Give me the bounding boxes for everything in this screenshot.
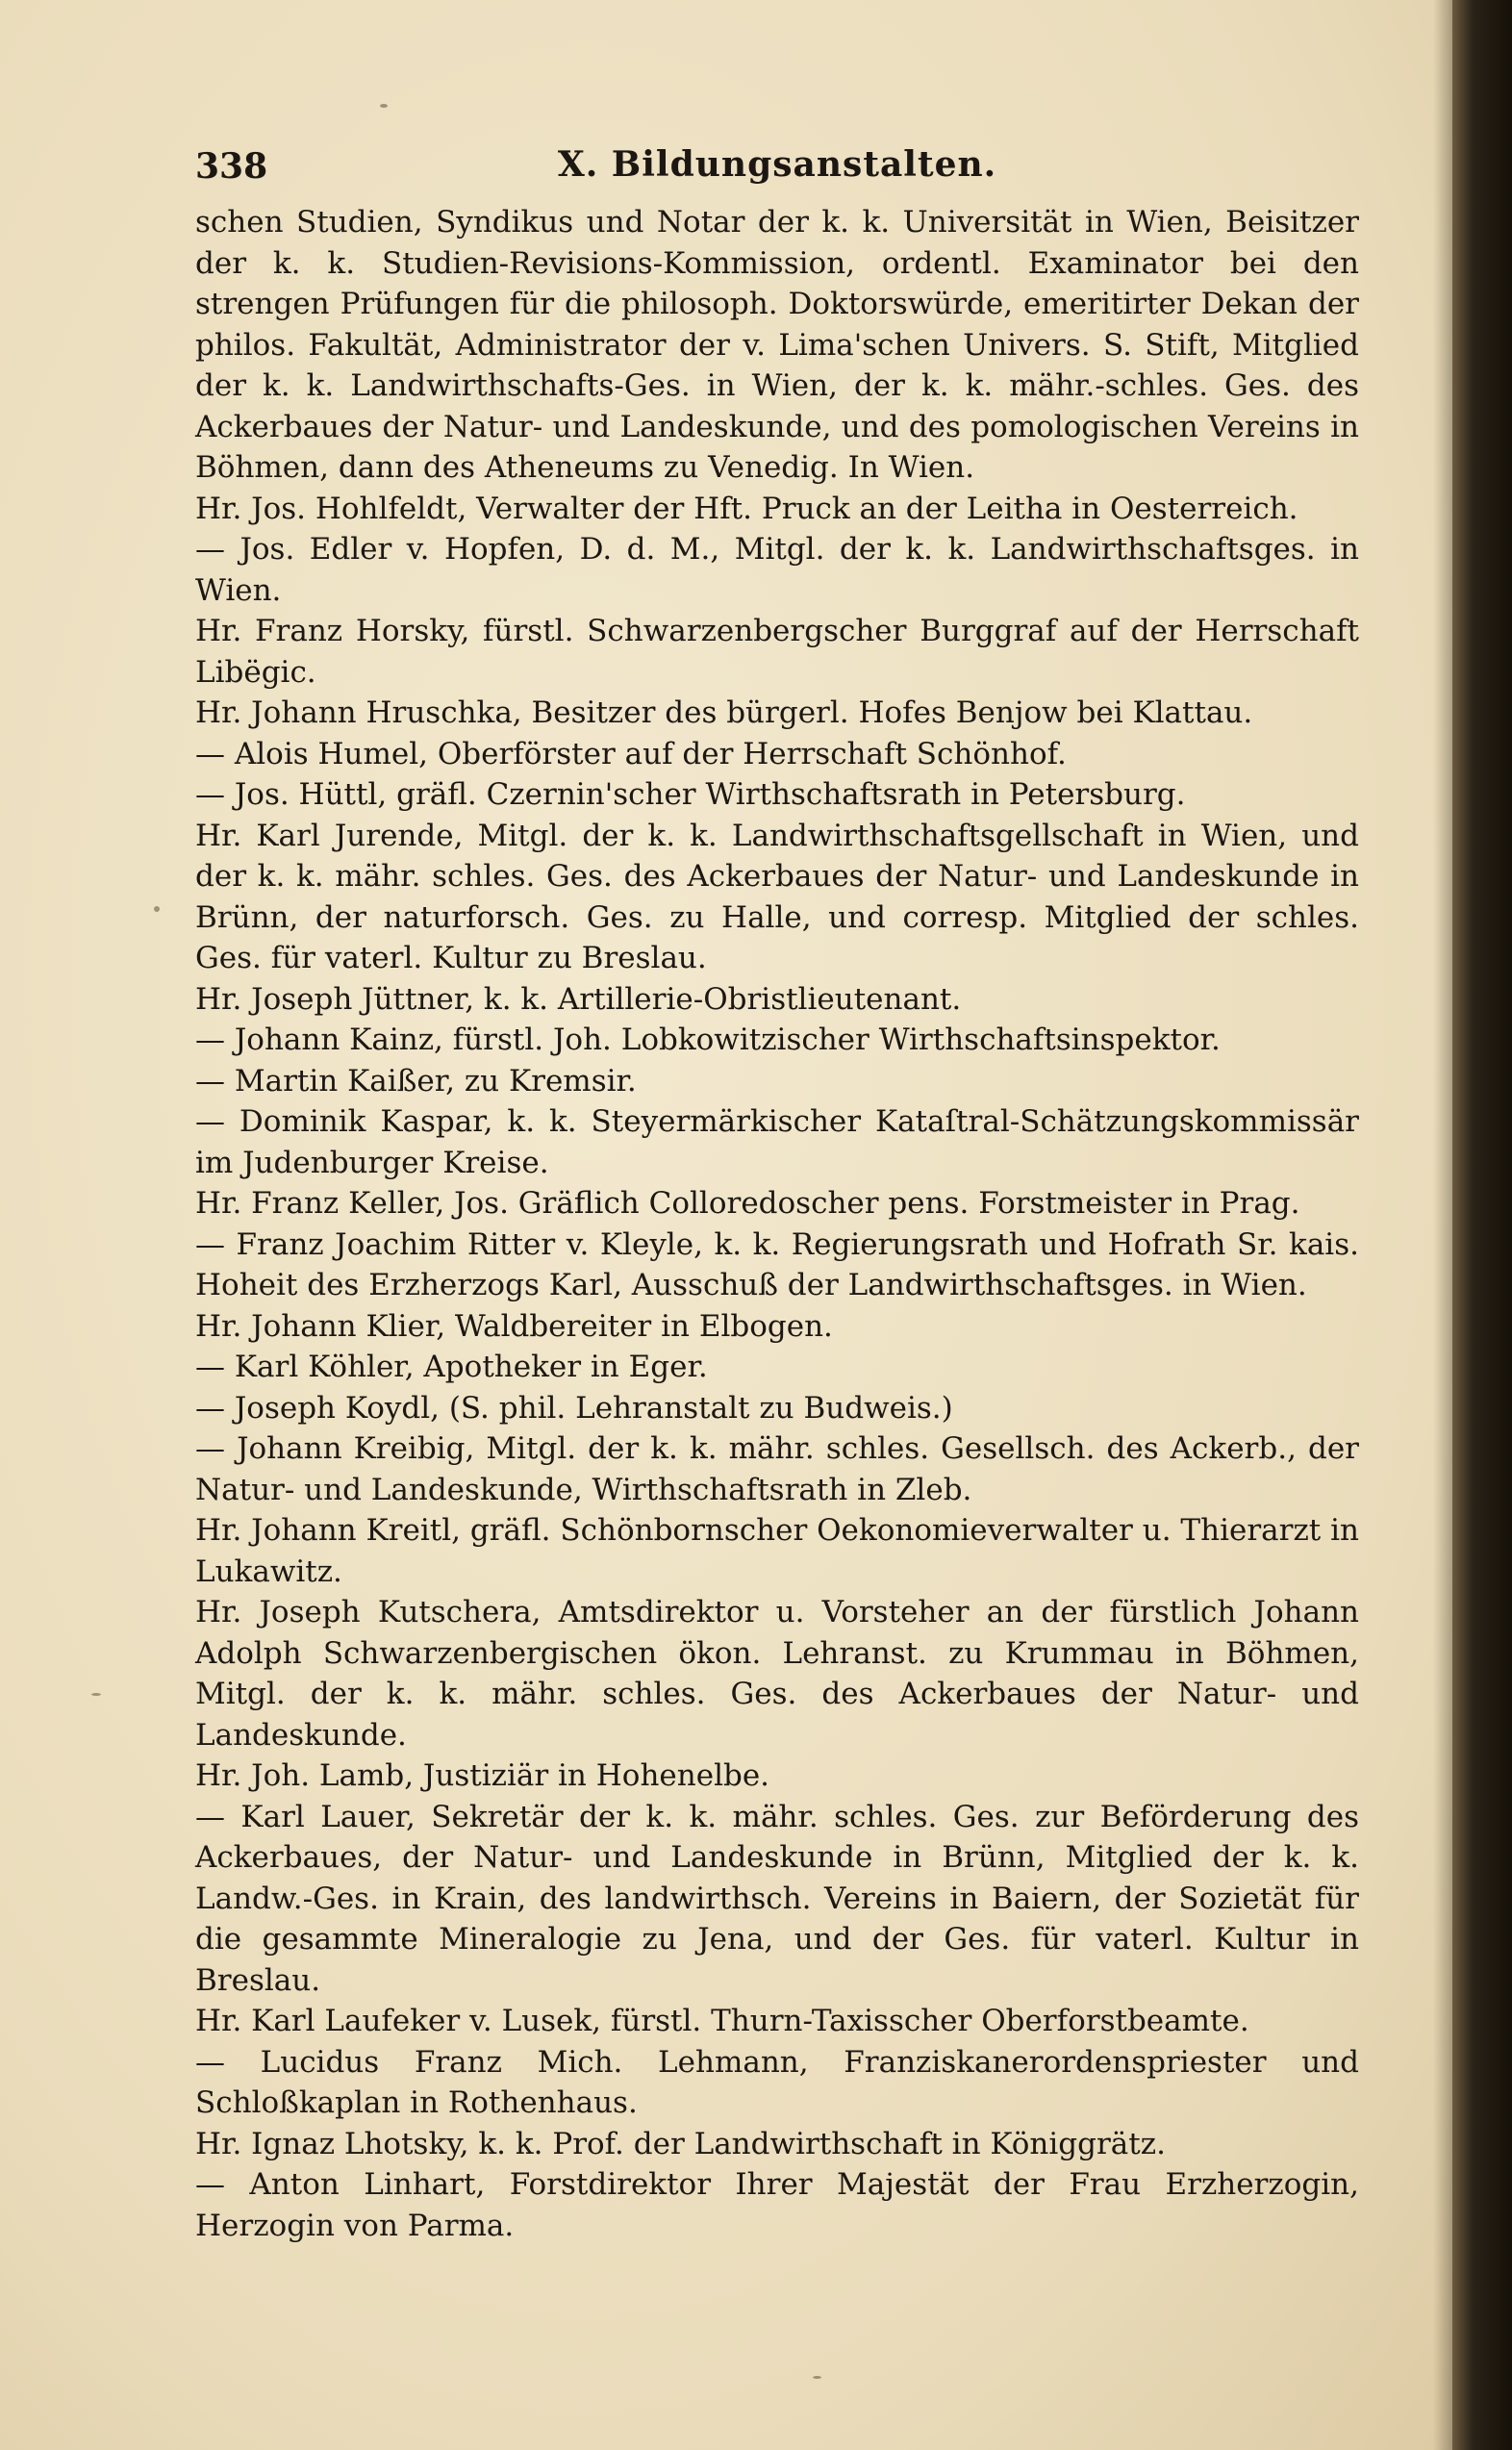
entry-text: — Jos. Hüttl, gräfl. Czernin'scher Wirthschaftsrath in Petersburg. xyxy=(195,777,1186,812)
entry-text: Hr. Joseph Kutschera, Amtsdirektor u. Vorsteher an der fürstlich Johann Adolph Schwarzenbergischen ökon. Lehranst. zu Krummau in Böhmen, Mitgl. der k. k. mähr. schles. Ges. des Ackerbaues der Natur- und Landeskunde. xyxy=(195,1595,1359,1753)
entry-text: — Alois Humel, Oberförster auf der Herrschaft Schönhof. xyxy=(195,736,1067,771)
paper-speck xyxy=(380,104,388,108)
entry-text: — Johann Kreibig, Mitgl. der k. k. mähr. schles. Gesellsch. des Ackerb., der Natur- und Landeskunde, Wirthschaftsrath in Zleb. xyxy=(195,1431,1359,1507)
entry-text: schen Studien, Syndikus und Notar der k. k. Universität in Wien, Beisitzer der k. k. Studien-Revisions-Kommission, ordentl. Examinator bei den strengen Prüfungen für die philosoph. Doktorswürde, emeritirter Dekan der philos. Fakultät, Administrator der v. Lima'schen Univers. S. Stift, Mitglied der k. k. Landwirthschafts-Ges. in Wien, der k. k. mähr.-schles. Ges. des Ackerbaues der Natur- und Landeskunde, und des pomologischen Vereins in Böhmen, dann des Atheneums zu Venedig. In Wien. xyxy=(195,205,1359,485)
page-edge-shadow xyxy=(1433,0,1454,2450)
entry-text: — Martin Kaißer, zu Kremsir. xyxy=(195,1063,637,1099)
entry-text: — Jos. Edler v. Hopfen, D. d. M., Mitgl. der k. k. Landwirthschaftsges. in Wien. xyxy=(195,532,1359,608)
entry-text: Hr. Johann Hruschka, Besitzer des bürgerl. Hofes Benjow bei Klattau. xyxy=(195,695,1253,730)
entry-text: — Karl Lauer, Sekretär der k. k. mähr. schles. Ges. zur Beförderung des Ackerbaues, der Natur- und Landeskunde in Brünn, Mitglied der k. k. Landw.-Ges. in Krain, des landwirthsch. Vereins in Baiern, der Sozietät für die gesammte Mineralogie zu Jena, und der Ges. für vaterl. Kultur in Breslau. xyxy=(195,1799,1359,1998)
entry-text: — Karl Köhler, Apotheker in Eger. xyxy=(195,1350,708,1384)
page-body xyxy=(195,202,1359,2246)
paper-speck xyxy=(813,2376,821,2379)
entry-text: Hr. Karl Laufeker v. Lusek, fürstl. Thurn-Taxisscher Oberforstbeamte. xyxy=(195,2004,1249,2038)
paper-speck xyxy=(91,1693,101,1696)
entry-text: — Joseph Koydl, (S. phil. Lehranstalt zu Budweis.) xyxy=(195,1390,953,1426)
page-header xyxy=(195,135,1359,192)
entry-text: Hr. Franz Keller, Jos. Gräflich Colloredoscher pens. Forstmeister in Prag. xyxy=(195,1186,1300,1221)
paper-speck xyxy=(154,906,160,912)
entry-text: Hr. Johann Klier, Waldbereiter in Elbogen. xyxy=(195,1308,833,1344)
page-number: 338 xyxy=(195,146,268,187)
entry-text: — Dominik Kaspar, k. k. Steyermärkischer Kataſtral-Schätzungskommissär im Judenburger Kreise. xyxy=(195,1104,1359,1180)
entry-text: Hr. Franz Horsky, fürstl. Schwarzenbergscher Burggraf auf der Herrschaft Libëgic. xyxy=(195,614,1359,690)
running-title: X. Bildungsanstalten. xyxy=(557,144,997,185)
book-spine xyxy=(1452,0,1512,2450)
entry-text: Hr. Johann Kreitl, gräfl. Schönbornscher Oekonomieverwalter u. Thierarzt in Lukawitz. xyxy=(195,1513,1359,1589)
entry-text: — Anton Linhart, Forstdirektor Ihrer Majestät der Frau Erzherzogin, Herzogin von Parma. xyxy=(195,2167,1359,2243)
entry-text: Hr. Karl Jurende, Mitgl. der k. k. Landwirthschaftsgellschaft in Wien, und der k. k. mähr. schles. Ges. des Ackerbaues der Natur- und Landeskunde in Brünn, der naturforsch. Ges. zu Halle, und corresp. Mitglied der schles. Ges. für vaterl. Kultur zu Breslau. xyxy=(195,818,1359,975)
entry-text: — Johann Kainz, fürstl. Joh. Lobkowitzischer Wirthschaftsinspektor. xyxy=(195,1023,1221,1057)
entry-text: Hr. Ignaz Lhotsky, k. k. Prof. der Landwirthschaft in Königgrätz. xyxy=(195,2126,1166,2161)
entry-text: Hr. Joh. Lamb, Justiziär in Hohenelbe. xyxy=(195,1758,770,1793)
entry-text: — Lucidus Franz Mich. Lehmann, Franziskanerordenspriester und Schloßkaplan in Rothenhaus. xyxy=(195,2044,1359,2120)
entry-text: Hr. Joseph Jüttner, k. k. Artillerie-Obristlieutenant. xyxy=(195,981,962,1017)
entry-text: Hr. Jos. Hohlfeldt, Verwalter der Hft. Pruck an der Leitha in Oesterreich. xyxy=(195,491,1298,526)
entry-text: — Franz Joachim Ritter v. Kleyle, k. k. Regierungsrath und Hofrath Sr. kais. Hoheit des Erzherzogs Karl, Ausschuß der Landwirthschaftsges. in Wien. xyxy=(195,1226,1359,1302)
